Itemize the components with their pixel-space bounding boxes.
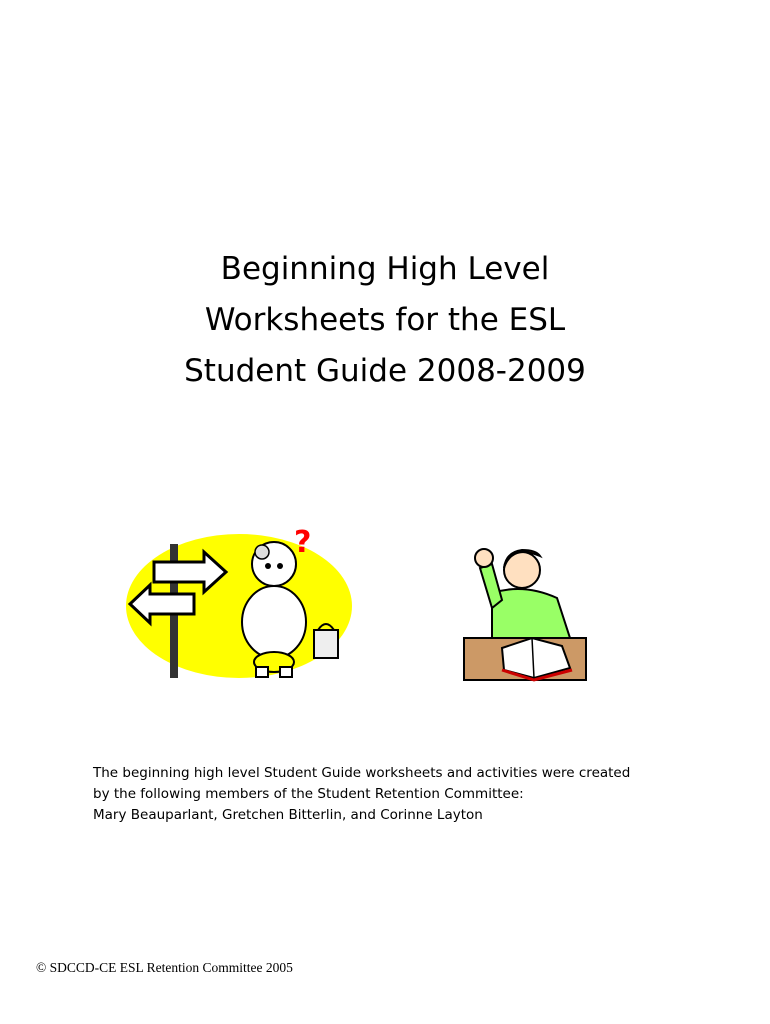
copyright-footer: © SDCCD-CE ESL Retention Committee 2005 [36, 960, 293, 975]
raised-arm [480, 564, 502, 608]
title-line-3: Student Guide 2008-2009 [184, 353, 586, 389]
credits-line-3: Mary Beauparlant, Gretchen Bitterlin, and Corinne Layton [93, 807, 483, 823]
person-body [242, 586, 306, 658]
credits-line-1: The beginning high level Student Guide worksheets and activities were created [93, 765, 631, 781]
raised-hand [475, 549, 493, 567]
credits-line-2: by the following members of the Student Retention Committee: [93, 786, 524, 802]
student-body [492, 589, 570, 638]
credits-paragraph [93, 763, 713, 826]
question-mark-icon: ? [294, 525, 312, 560]
document-title [0, 244, 770, 397]
student-raising-hand-clipart [462, 538, 588, 683]
title-line-1: Beginning High Level [220, 251, 550, 287]
title-line-2: Worksheets for the ESL [204, 302, 566, 338]
confused-person-signpost-clipart [124, 522, 354, 682]
handbag [314, 630, 338, 658]
